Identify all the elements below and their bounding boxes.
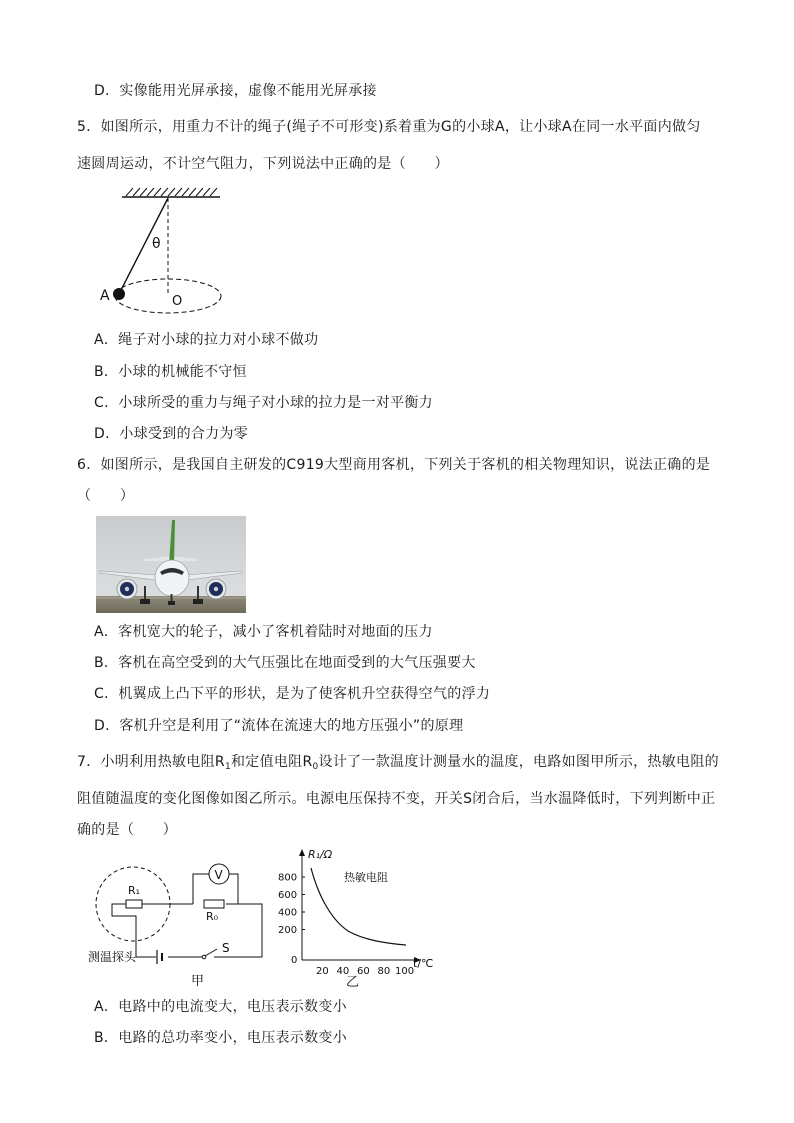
label-s: S bbox=[222, 941, 230, 955]
q6-option-c: C．机翼成上凸下平的形状，是为了使客机升空获得空气的浮力 bbox=[94, 686, 491, 702]
q7-option-a: A．电路中的电流变大，电压表示数变小 bbox=[94, 999, 347, 1015]
q7-stem-text-a: 7．小明利用热敏电阻R bbox=[77, 754, 225, 770]
q7-stem-text-c: 设计了一款温度计测量水的温度，电路如图甲所示，热敏电阻的 bbox=[318, 754, 719, 770]
label-r0: R₀ bbox=[206, 910, 219, 923]
y-ticks bbox=[278, 873, 305, 937]
caption-jia: 甲 bbox=[191, 974, 205, 989]
q5-stem-line2: 速圆周运动，不计空气阻力，下列说法中正确的是（ ） bbox=[77, 156, 449, 172]
q5-option-b: B．小球的机械能不守恒 bbox=[94, 364, 247, 380]
label-o: O bbox=[172, 294, 183, 309]
switch-lever bbox=[205, 949, 217, 956]
label-a: A bbox=[100, 288, 110, 304]
q4-option-d: D．实像能用光屏承接，虚像不能用光屏承接 bbox=[94, 83, 377, 99]
resistor-r0 bbox=[204, 900, 224, 908]
q7-stem-line1 bbox=[77, 752, 719, 774]
q5-option-c: C．小球所受的重力与绳子对小球的拉力是一对平衡力 bbox=[94, 395, 433, 411]
q6-option-b: B．客机在高空受到的大气压强比在地面受到的大气压强要大 bbox=[94, 655, 476, 671]
label-v: V bbox=[214, 868, 223, 882]
q5-option-a: A．绳子对小球的拉力对小球不做功 bbox=[94, 332, 319, 348]
q7-circuit-diagram bbox=[88, 852, 278, 992]
x-ticks bbox=[316, 966, 414, 977]
label-probe: 测温探头 bbox=[88, 950, 137, 964]
q7-stem-line3: 确的是（ ） bbox=[77, 822, 178, 838]
y-axis-label: R₁/Ω bbox=[308, 848, 333, 861]
origin-label: 0 bbox=[291, 955, 298, 966]
q5-stem-line1: 5．如图所示，用重力不计的绳子(绳子不可形变)系着重为G的小球A，让小球A在同一水平面内做匀 bbox=[77, 119, 701, 135]
y-tick-label: 800 bbox=[278, 872, 298, 884]
x-tick-label: 100 bbox=[395, 966, 415, 977]
q6-option-a: A．客机宽大的轮子，减小了客机着陆时对地面的压力 bbox=[94, 624, 433, 640]
ceiling-hatch bbox=[122, 188, 220, 197]
label-r1: R₁ bbox=[128, 884, 141, 897]
q7-stem-line2: 阻值随温度的变化图像如图乙所示。电源电压保持不变，开关S闭合后，当水温降低时，下列判断中正 bbox=[77, 791, 716, 807]
x-tick-label: 20 bbox=[316, 966, 329, 977]
caption-yi: 乙 bbox=[346, 975, 360, 990]
ball-a bbox=[113, 288, 125, 300]
resistor-r1 bbox=[126, 900, 142, 908]
q6-stem-line2: （ ） bbox=[77, 488, 135, 504]
c919-aircraft-photo bbox=[96, 516, 246, 613]
y-tick-label: 600 bbox=[278, 890, 298, 901]
y-tick-label: 400 bbox=[278, 907, 298, 919]
label-theta: θ bbox=[152, 236, 161, 252]
q5-pendulum-figure bbox=[96, 180, 236, 325]
curve-label: 热敏电阻 bbox=[344, 871, 388, 884]
x-tick-label: 60 bbox=[357, 966, 370, 977]
x-axis-label: t/℃ bbox=[413, 957, 434, 970]
q7-sub-1: 1 bbox=[224, 762, 231, 772]
q6-option-d: D．客机升空是利用了“流体在流速大的地方压强小”的原理 bbox=[94, 718, 464, 734]
q7-thermistor-graph bbox=[276, 842, 442, 992]
q7-sub-0: 0 bbox=[312, 762, 319, 772]
q7-stem-text-b: 和定值电阻R bbox=[230, 754, 313, 770]
x-tick-label: 80 bbox=[377, 966, 391, 977]
q6-stem-line1: 6．如图所示，是我国自主研发的C919大型商用客机，下列关于客机的相关物理知识，说法正确的是 bbox=[77, 457, 711, 473]
y-tick-label: 200 bbox=[278, 925, 298, 936]
q5-option-d: D．小球受到的合力为零 bbox=[94, 426, 249, 442]
q7-option-b: B．电路的总功率变小，电压表示数变小 bbox=[94, 1030, 348, 1046]
x-tick-label: 40 bbox=[336, 966, 350, 977]
